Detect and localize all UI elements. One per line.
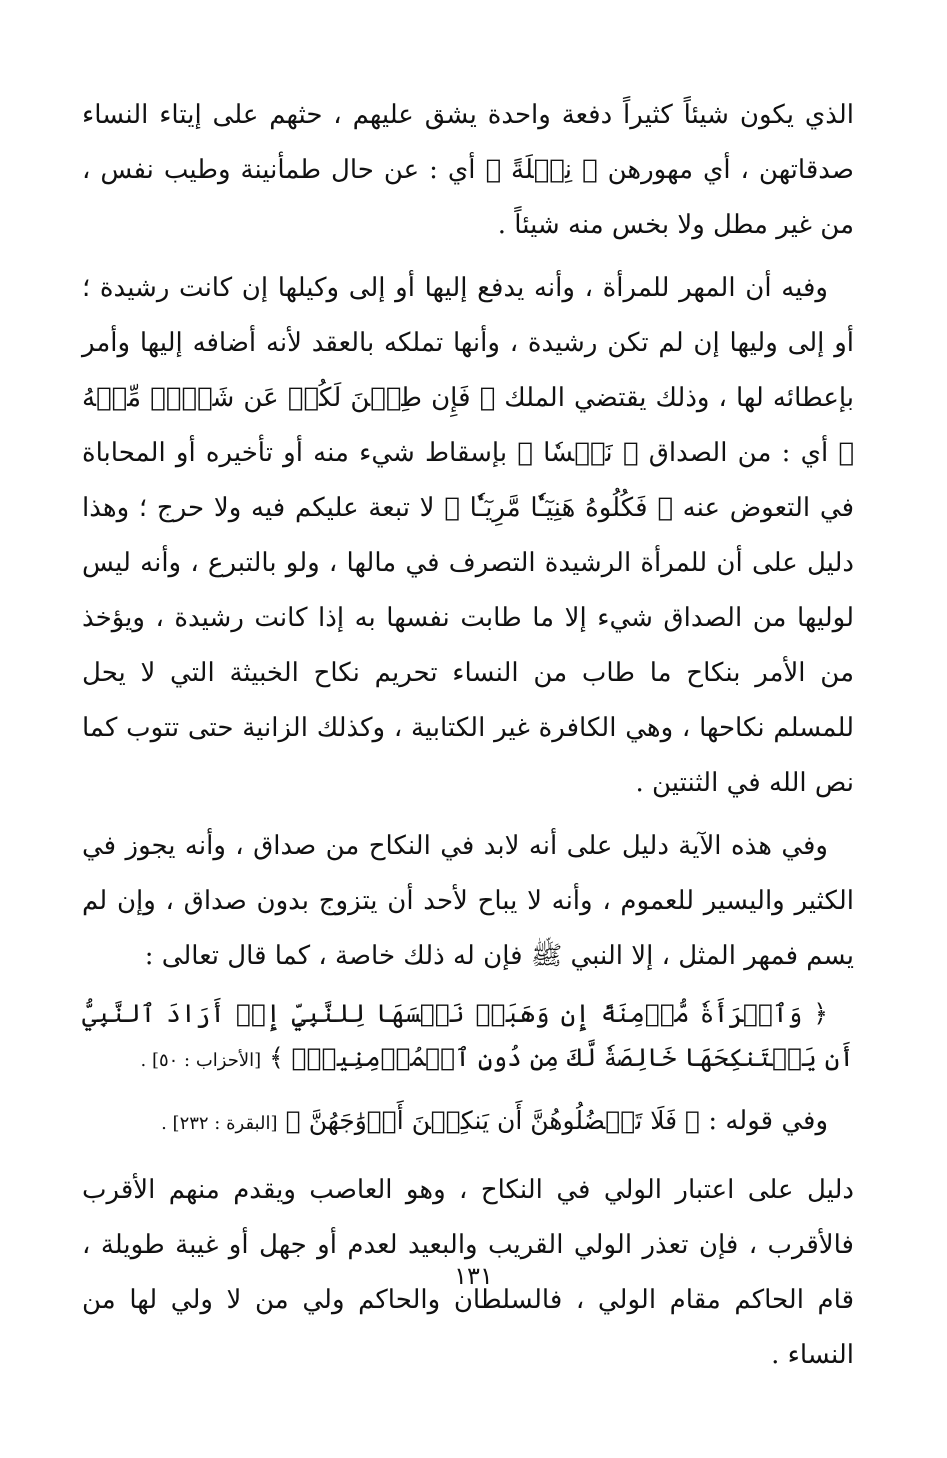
paragraph-3: وفي هذه الآية دليل على أنه لابد في النكاح من صداق ، وأنه يجوز في الكثير واليسير للعموم ، وأنه لا يباح لأحد أن يتزوج بدون صداق ، وإن لم يسم فمهر المثل ، إلا النبي ﷺ فإن له ذلك خاصة ، كما قال تعالى : xyxy=(82,831,854,971)
quote-verse: ﴿ فَلَا تَعۡضُلُوهُنَّ أَن يَنكِحۡنَ أَزۡوَٰجَهُنَّ ﴾ xyxy=(285,1106,701,1135)
verse-reference: [الأحزاب : ٥٠] . xyxy=(140,1050,262,1071)
main-text xyxy=(82,88,854,1391)
verse-text: ﴿ وَٱمۡرَأَةٗ مُّؤۡمِنَةً إِن وَهَبَتۡ نَفۡسَهَا لِلنَّبِيِّ إِنۡ أَرَادَ ٱلنَّبِيُّ أَن يَسۡتَنكِحَهَا خَالِصَةٗ لَّكَ مِن دُونِ ٱلۡمُؤۡمِنِينَۗ ﴾ xyxy=(82,999,854,1072)
quote-reference: [البقرة : ٢٣٢] . xyxy=(161,1113,278,1134)
paragraph-2: وفيه أن المهر للمرأة ، وأنه يدفع إليها أو إلى وكيلها إن كانت رشيدة ؛ أو إلى وليها إن لم تكن رشيدة ، وأنها تملكه بالعقد لأنه أضافه إليها وأمر بإعطائه لها ، وذلك يقتضي الملك ﴿ فَإِن طِبۡنَ لَكُمۡ عَن شَيۡءٖ مِّنۡهُ ﴾ أي : من الصداق ﴿ نَفۡسٗا ﴾ بإسقاط شيء منه أو تأخيره أو المحاباة في التعوض عنه ﴿ فَكُلُوهُ هَنِيٓـٔٗا مَّرِيٓـٔٗا ﴾ لا تبعة عليكم فيه ولا حرج ؛ وهذا دليل على أن للمرأة الرشيدة التصرف في مالها ، ولو بالتبرع ، وأنه ليس لوليها من الصداق شيء إلا ما طابت نفسها به إذا كانت رشيدة ، ويؤخذ من الأمر بنكاح ما طاب من النساء تحريم نكاح الخبيثة التي لا يحل للمسلم نكاحها ، وهي الكافرة غير الكتابية ، وكذلك الزانية حتى تتوب كما نص الله في الثنتين . xyxy=(82,273,854,798)
paragraph-1: الذي يكون شيئاً كثيراً دفعة واحدة يشق عليهم ، حثهم على إيتاء النساء صدقاتهن ، أي مهورهن ﴿ نِحۡلَةً ﴾ أي : عن حال طمأنينة وطيب نفس ، من غير مطل ولا بخس منه شيئاً . xyxy=(82,100,854,240)
page-number: ١٣١ xyxy=(454,1262,493,1290)
quote-line xyxy=(82,1093,854,1151)
quote-lead: وفي قوله : xyxy=(708,1106,828,1136)
closing-paragraph: دليل على اعتبار الولي في النكاح ، وهو العاصب ويقدم منهم الأقرب فالأقرب ، فإن تعذر الولي القريب والبعيد لعدم أو جهل أو غيبة طويلة ، قام الحاكم مقام الولي ، فالسلطان والحاكم ولي من لا ولي لها من النساء . xyxy=(82,1175,854,1370)
verse-block xyxy=(82,992,854,1083)
